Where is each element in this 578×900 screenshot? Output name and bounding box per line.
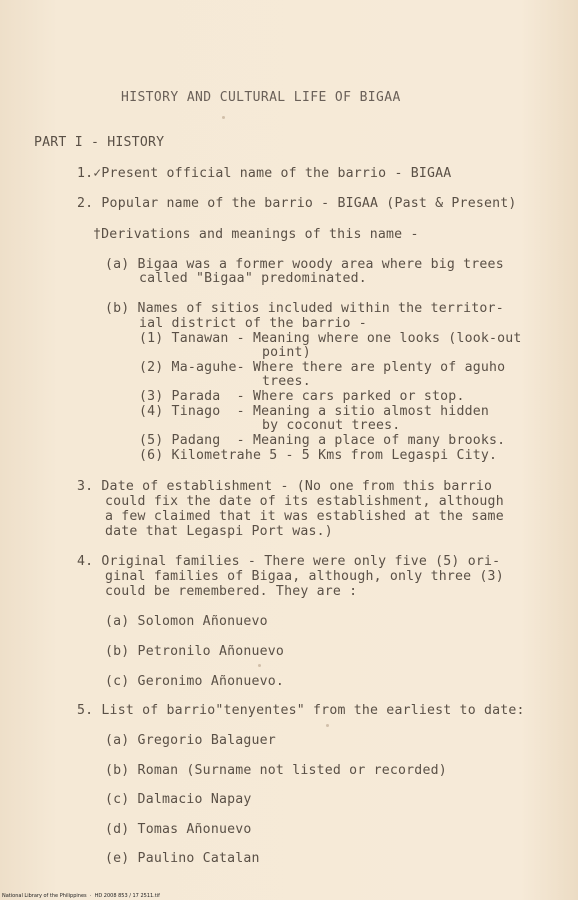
- text-line: (2) Ma-aguhe- Where there are plenty of aguho: [139, 360, 506, 375]
- paper-speck: [258, 664, 261, 667]
- text-line: ial district of the barrio -: [139, 316, 367, 331]
- text-line: (6) Kilometrahe 5 - 5 Kms from Legaspi City.: [139, 448, 498, 463]
- text-line: 3. Date of establishment - (No one from this barrio: [77, 479, 493, 494]
- text-line: 5. List of barrio"tenyentes" from the earliest to date:: [77, 703, 525, 718]
- part-heading: PART I - HISTORY: [34, 135, 165, 150]
- text-line: (e) Paulino Catalan: [105, 851, 260, 866]
- text-line: (3) Parada - Where cars parked or stop.: [139, 389, 465, 404]
- text-line: 1.✓Present official name of the barrio - BIGAA: [77, 166, 452, 181]
- paper-speck: [326, 724, 329, 727]
- text-line: †Derivations and meanings of this name -: [93, 227, 419, 242]
- text-line: could be remembered. They are :: [105, 584, 358, 599]
- text-line: (4) Tinago - Meaning a sitio almost hidden: [139, 404, 490, 419]
- text-line: (a) Solomon Añonuevo: [105, 614, 268, 629]
- text-line: 2. Popular name of the barrio - BIGAA (Past & Present): [77, 196, 517, 211]
- text-line: ginal families of Bigaa, although, only three (3): [105, 569, 504, 584]
- text-line: (a) Gregorio Balaguer: [105, 733, 276, 748]
- text-line: (c) Geronimo Añonuevo.: [105, 674, 285, 689]
- text-line: called "Bigaa" predominated.: [139, 271, 367, 286]
- text-line: (1) Tanawan - Meaning where one looks (look-out: [139, 331, 522, 346]
- paper-speck: [222, 116, 225, 119]
- text-line: (b) Petronilo Añonuevo: [105, 644, 285, 659]
- text-line: (d) Tomas Añonuevo: [105, 822, 252, 837]
- text-line: (b) Names of sitios included within the territor-: [105, 301, 504, 316]
- footer-attribution: National Library of the Philippines · HD 2008 853 / 17 2511.tif: [2, 893, 160, 899]
- text-line: a few claimed that it was established at the same: [105, 509, 504, 524]
- text-line: trees.: [262, 374, 311, 389]
- text-line: date that Legaspi Port was.): [105, 524, 333, 539]
- text-line: point): [262, 345, 311, 360]
- text-line: (c) Dalmacio Napay: [105, 792, 252, 807]
- text-line: 4. Original families - There were only five (5) ori-: [77, 554, 501, 569]
- document-title: HISTORY AND CULTURAL LIFE OF BIGAA: [121, 90, 401, 105]
- text-line: (5) Padang - Meaning a place of many brooks.: [139, 433, 506, 448]
- text-line: could fix the date of its establishment, although: [105, 494, 504, 509]
- text-line: (a) Bigaa was a former woody area where big trees: [105, 257, 504, 272]
- text-line: by coconut trees.: [262, 418, 401, 433]
- text-line: (b) Roman (Surname not listed or recorded): [105, 763, 447, 778]
